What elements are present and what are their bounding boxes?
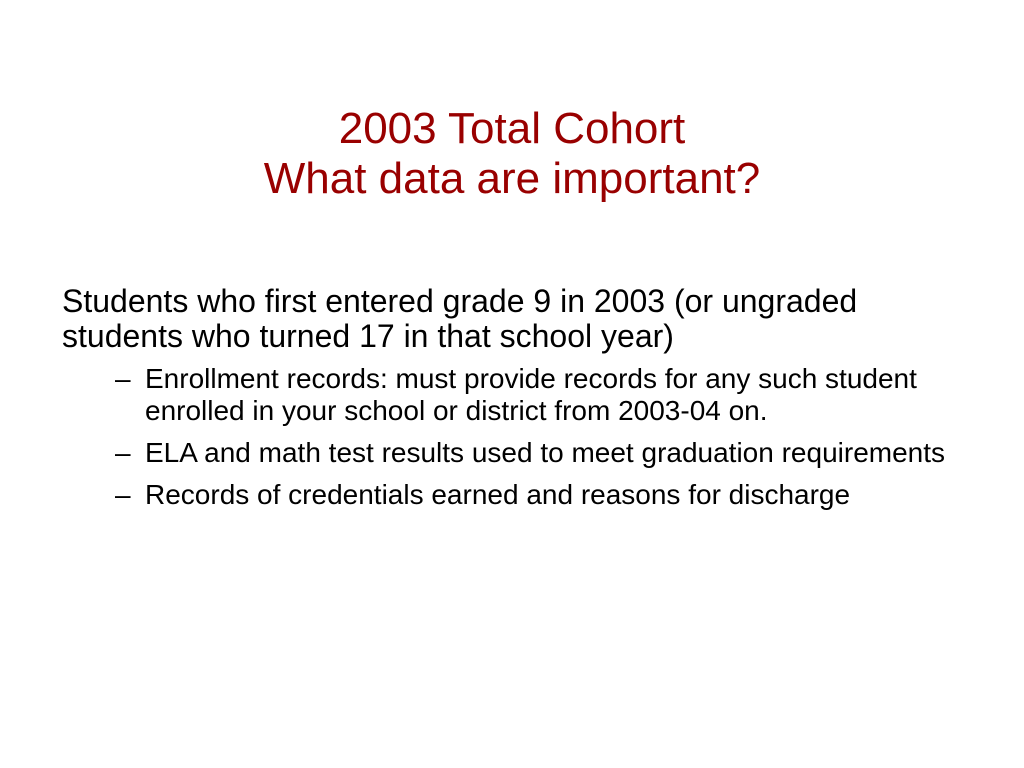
sub-bullet-text: Records of credentials earned and reasons for discharge (145, 479, 851, 510)
sub-bullet-list (62, 363, 962, 511)
sub-bullet-enrollment (62, 363, 962, 427)
dash-marker: – (115, 363, 131, 394)
sub-bullet-text: Enrollment records: must provide records for any such student enrolled in your school or district from 2003-04 on. (145, 363, 917, 426)
dash-marker: – (115, 479, 131, 510)
slide-title (0, 104, 1024, 204)
title-line-1: 2003 Total Cohort (338, 104, 686, 153)
title-line-2: What data are important? (263, 154, 761, 203)
main-bullet: Students who first entered grade 9 in 2003 (or ungraded students who turned 17 in that school year) (62, 283, 858, 354)
sub-bullet-text: ELA and math test results used to meet graduation requirements (145, 437, 946, 468)
sub-bullet-test-results (62, 437, 962, 469)
slide-body (62, 284, 962, 521)
dash-marker: – (115, 437, 131, 468)
sub-bullet-credentials (62, 479, 962, 511)
